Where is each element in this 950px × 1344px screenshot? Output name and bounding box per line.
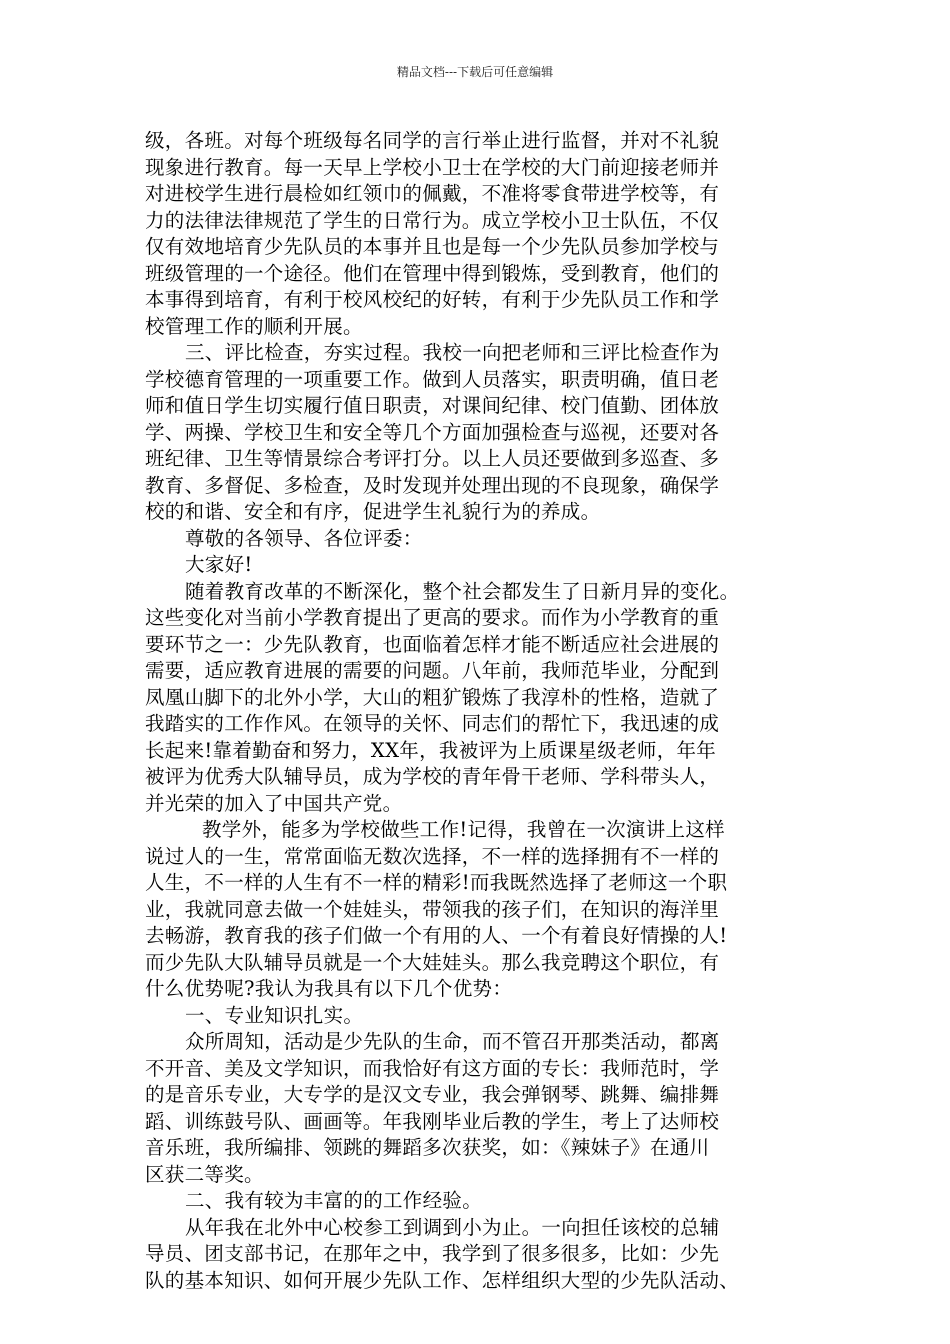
text-line: 师和值日学生切实履行值日职责，对课间纪律、校门值勤、团体放 xyxy=(145,394,720,417)
text-line: 被评为优秀大队辅导员，成为学校的青年骨干老师、学科带头人， xyxy=(145,765,720,788)
text-line: 大家好! xyxy=(185,553,253,576)
text-line: 随着教育改革的不断深化，整个社会都发生了日新月异的变化。 xyxy=(185,579,740,603)
text-line: 本事得到培育，有利于校风校纪的好转，有利于少先队员工作和学 xyxy=(145,288,720,311)
text-line: 区获二等奖。 xyxy=(145,1162,264,1186)
document-body xyxy=(145,128,811,1294)
text-line: 导员、团支部书记，在那年之中，我学到了很多很多，比如：少先 xyxy=(145,1242,720,1265)
text-line: 现象进行教育。每一天早上学校小卫士在学校的大门前迎接老师并 xyxy=(145,155,720,179)
text-line: 什么优势呢?我认为我具有以下几个优势： xyxy=(145,977,513,1000)
text-line: 尊敬的各领导、各位评委： xyxy=(185,526,423,550)
text-line: 并光荣的加入了中国共产党。 xyxy=(145,791,403,815)
text-line: 教育、多督促、多检查，及时发现并处理出现的不良现象，确保学 xyxy=(145,473,720,497)
text-line: 力的法律法律规范了学生的日常行为。成立学校小卫士队伍，不仅 xyxy=(145,208,720,232)
text-line: 需要，适应教育进展的需要的问题。八年前，我师范毕业，分配到 xyxy=(145,659,720,682)
text-line: 教学外，能多为学校做些工作!记得，我曾在一次演讲上这样 xyxy=(202,818,725,841)
text-line: 对进校学生进行晨检如红领巾的佩戴，不准将零食带进学校等，有 xyxy=(145,182,720,205)
text-line: 校管理工作的顺利开展。 xyxy=(145,314,363,338)
text-line: 这些变化对当前小学教育提出了更高的要求。而作为小学教育的重 xyxy=(145,606,720,629)
text-line: 校的和谐、安全和有序，促进学生礼貌行为的养成。 xyxy=(145,500,601,523)
text-line: 而少先队大队辅导员就是一个大娃娃头。那么我竞聘这个职位，有 xyxy=(145,950,720,974)
text-line: 我踏实的工作作风。在领导的关怀、同志们的帮忙下，我迅速的成 xyxy=(145,712,720,735)
text-line: 班纪律、卫生等情景综合考评打分。以上人员还要做到多巡查、多 xyxy=(145,447,720,470)
text-line: 从年我在北外中心校参工到调到小为止。一向担任该校的总辅 xyxy=(185,1215,720,1239)
text-line: 凤凰山脚下的北外小学，大山的粗犷锻炼了我淳朴的性格，造就了 xyxy=(145,685,720,709)
text-line: 学、两操、学校卫生和安全等几个方面加强检查与巡视，还要对各 xyxy=(145,420,720,444)
text-line: 班级管理的一个途径。他们在管理中得到锻炼，受到教育，他们的 xyxy=(145,261,720,285)
text-line: 业，我就同意去做一个娃娃头，带领我的孩子们，在知识的海洋里 xyxy=(145,897,720,921)
text-line: 学校德育管理的一项重要工作。做到人员落实，职责明确，值日老 xyxy=(145,367,720,391)
page-header: 精品文档---下载后可任意编辑 xyxy=(396,65,554,79)
text-line: 三、评比检查，夯实过程。我校一向把老师和三评比检查作为 xyxy=(185,341,720,364)
text-line: 的是音乐专业，大专学的是汉文专业，我会弹钢琴、跳舞、编排舞 xyxy=(145,1083,720,1106)
text-line: 要环节之一：少先队教育，也面临着怎样才能不断适应社会进展的 xyxy=(145,632,720,656)
text-line: 说过人的一生，常常面临无数次选择，不一样的选择拥有不一样的 xyxy=(145,844,720,868)
text-line: 二、我有较为丰富的的工作经验。 xyxy=(185,1189,483,1212)
text-line: 仅有效地培育少先队员的本事并且也是每一个少先队员参加学校与 xyxy=(145,235,720,258)
text-line: 人生，不一样的人生有不一样的精彩!而我既然选择了老师这一个职 xyxy=(145,871,728,894)
text-line: 音乐班，我所编排、领跳的舞蹈多次获奖，如：《辣妹子》在通川 xyxy=(145,1136,710,1159)
text-line: 蹈、训练鼓号队、画画等。年我刚毕业后教的学生，考上了达师校 xyxy=(145,1109,720,1133)
text-line: 不开音、美及文学知识，而我恰好有这方面的专长：我师范时，学 xyxy=(145,1056,720,1080)
text-line: 去畅游，教育我的孩子们做一个有用的人、一个有着良好情操的人! xyxy=(145,924,728,947)
text-line: 一、专业知识扎实。 xyxy=(185,1003,364,1027)
text-line: 长起来!靠着勤奋和努力，XX年，我被评为上质课星级老师，年年 xyxy=(145,738,717,762)
text-line: 队的基本知识、如何开展少先队工作、怎样组织大型的少先队活动、 xyxy=(145,1268,740,1292)
text-line: 众所周知，活动是少先队的生命，而不管召开那类活动，都离 xyxy=(185,1030,720,1053)
text-line: 级，各班。对每个班级每名同学的言行举止进行监督，并对不礼貌 xyxy=(145,129,720,152)
